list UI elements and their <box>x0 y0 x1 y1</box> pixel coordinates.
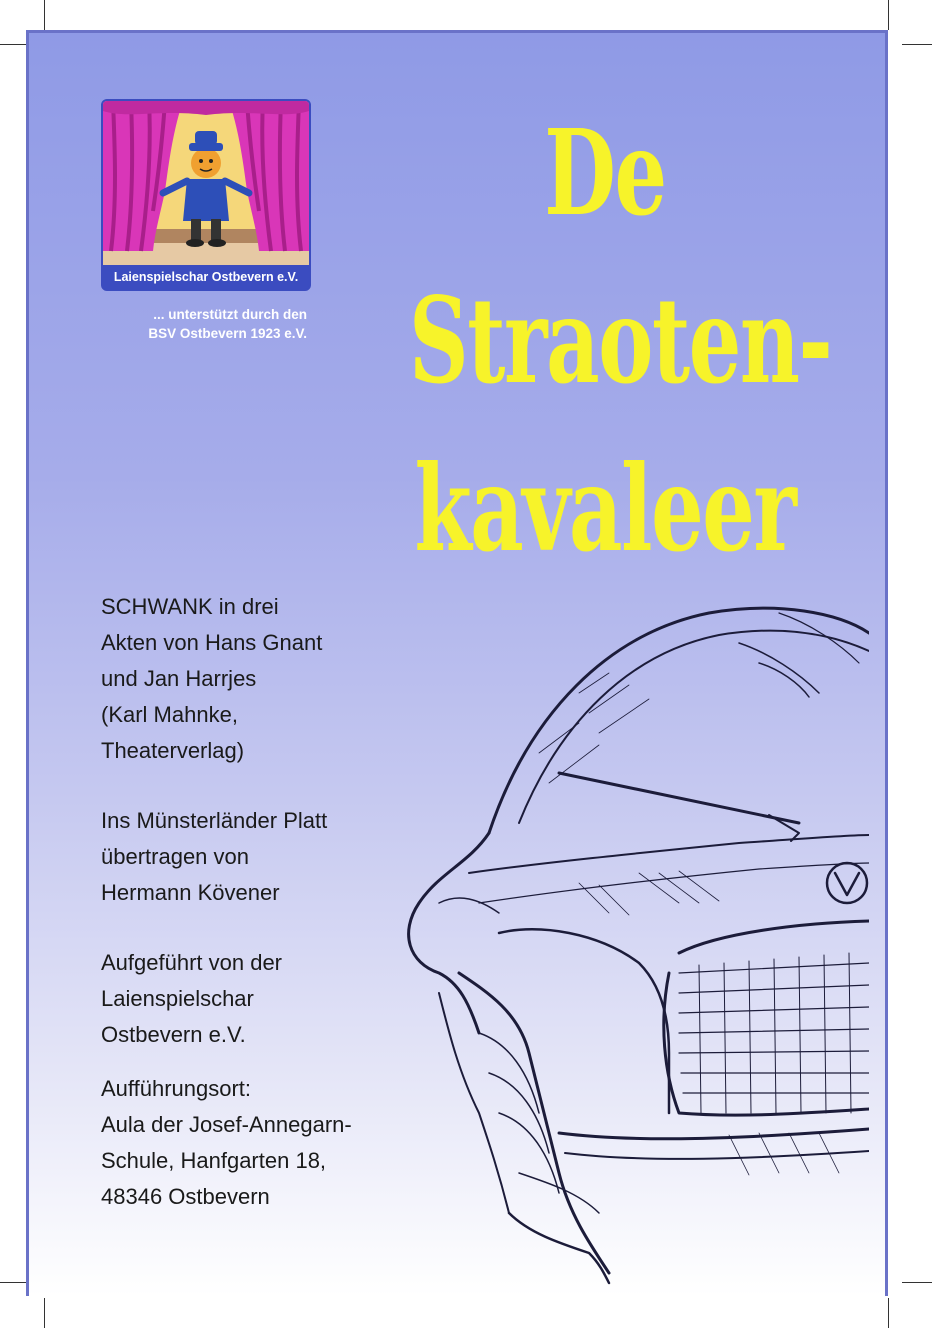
stage-curtain-illustration <box>103 101 309 265</box>
car-sketch-illustration <box>379 573 869 1293</box>
sponsor-note <box>101 305 307 343</box>
translation-note <box>101 803 411 911</box>
info-line: Ostbevern e.V. <box>101 1022 246 1047</box>
logo-caption: Laienspielschar Ostbevern e.V. <box>103 265 309 289</box>
info-line: übertragen von <box>101 844 249 869</box>
info-line: Aufführungsort: <box>101 1076 252 1101</box>
play-description <box>101 589 411 769</box>
info-line: Ins Münsterländer Platt <box>101 808 328 833</box>
crop-mark <box>902 44 932 45</box>
title-line: Straoten- <box>409 271 832 410</box>
poster <box>26 30 888 1296</box>
venue-note <box>101 1071 411 1215</box>
info-line: Aula der Josef-Annegarn- <box>101 1112 352 1137</box>
info-line: Laienspielschar <box>101 986 254 1011</box>
info-line: SCHWANK in drei <box>101 594 279 619</box>
info-line: Schule, Hanfgarten 18, <box>101 1148 327 1173</box>
info-line: Hermann Kövener <box>101 880 280 905</box>
info-line: Akten von Hans Gnant <box>101 630 323 655</box>
info-line: Aufgeführt von der <box>101 950 283 975</box>
crop-mark <box>44 0 45 30</box>
play-title <box>325 89 885 593</box>
sponsor-line: ... unterstützt durch den <box>153 307 307 322</box>
info-line: (Karl Mahnke, <box>101 702 238 727</box>
info-line: und Jan Harrjes <box>101 666 257 691</box>
theater-logo <box>101 99 311 291</box>
performer-note <box>101 945 411 1053</box>
sponsor-line: BSV Ostbevern 1923 e.V. <box>148 326 307 341</box>
title-line: kavaleer <box>414 439 796 578</box>
crop-mark <box>44 1298 45 1328</box>
crop-mark <box>888 1298 889 1328</box>
title-line: De <box>544 103 666 242</box>
crop-mark <box>888 0 889 30</box>
play-info <box>101 589 411 1215</box>
info-line: Theaterverlag) <box>101 738 245 763</box>
crop-mark <box>902 1282 932 1283</box>
info-line: 48346 Ostbevern <box>101 1184 270 1209</box>
